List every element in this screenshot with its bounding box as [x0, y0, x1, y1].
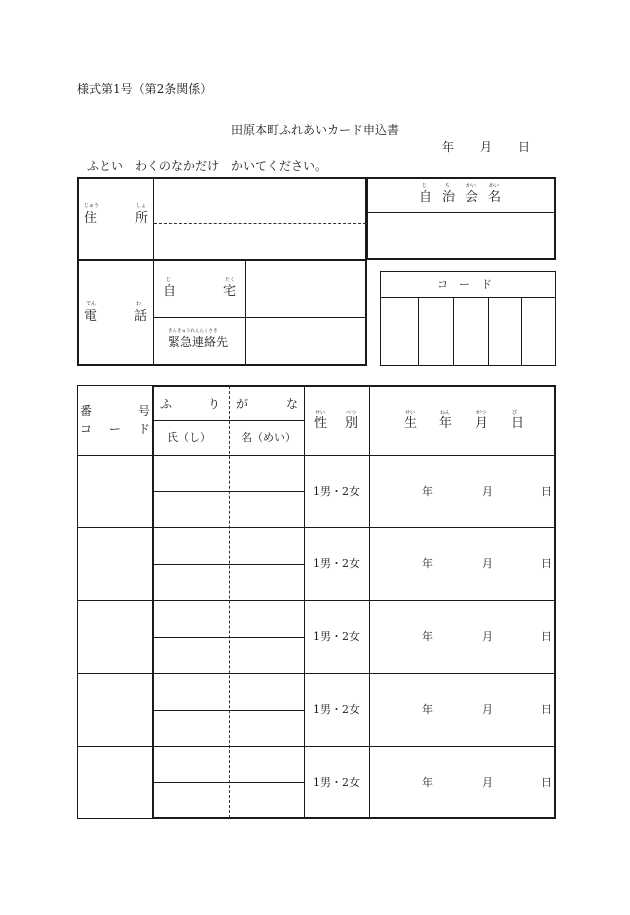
gender-options[interactable]: 1男・2女	[313, 630, 360, 643]
address-label: じゅう しょ 住 所	[84, 203, 149, 226]
given-name-field[interactable]	[231, 565, 303, 598]
member-code-field[interactable]	[79, 674, 151, 744]
code-digit-2[interactable]	[420, 299, 452, 364]
code-digit-4[interactable]	[490, 299, 520, 364]
given-name-furigana-field[interactable]	[231, 456, 303, 490]
code-digit-3[interactable]	[455, 299, 487, 364]
surname-furigana-field[interactable]	[155, 674, 227, 708]
given-name-header: 名（めい）	[241, 431, 296, 444]
birth-month-label: 月	[482, 630, 493, 643]
surname-field[interactable]	[155, 493, 227, 526]
association-field[interactable]	[369, 214, 553, 257]
code-box-label: コ ー ド	[437, 278, 492, 291]
association-label: じ ち かい めい 自 治 会 名	[419, 183, 502, 205]
birth-year-label: 年	[422, 630, 433, 643]
member-code-field[interactable]	[79, 456, 151, 526]
member-code-field[interactable]	[79, 528, 151, 598]
birth-day-label: 日	[541, 703, 552, 716]
emergency-contact-label: きんきゅうれんらくさき 緊急連絡先	[168, 329, 229, 349]
surname-header: 氏（し）	[167, 431, 211, 444]
surname-field[interactable]	[155, 711, 227, 744]
code-digit-5[interactable]	[523, 299, 555, 364]
birth-day-label: 日	[541, 776, 552, 789]
birth-month-label: 月	[482, 557, 493, 570]
form-title: 田原本町ふれあいカード申込書	[231, 123, 400, 137]
gender-options[interactable]: 1男・2女	[313, 776, 360, 789]
given-name-furigana-field[interactable]	[231, 528, 303, 562]
birth-month-label: 月	[482, 485, 493, 498]
home-phone-field[interactable]	[247, 262, 365, 315]
phone-label: でん わ 電 話	[84, 301, 148, 324]
member-code-field[interactable]	[79, 601, 151, 671]
instruction: ふとい わくのなかだけ かいてください。	[87, 159, 328, 173]
given-name-furigana-field[interactable]	[231, 747, 303, 781]
gender-options[interactable]: 1男・2女	[313, 557, 360, 570]
date-year: 年	[442, 140, 455, 154]
home-phone-label: じ たく 自 宅	[163, 277, 237, 299]
form-number: 様式第1号（第2条関係）	[77, 82, 213, 96]
given-name-field[interactable]	[231, 493, 303, 526]
gender-options[interactable]: 1男・2女	[313, 485, 360, 498]
given-name-field[interactable]	[231, 784, 303, 817]
address-field-line2[interactable]	[155, 225, 365, 258]
birthdate-header: せい ねん がつ ぴ 生 年 月 日	[404, 410, 525, 431]
date-day: 日	[518, 140, 531, 154]
code-digit-1[interactable]	[382, 299, 417, 364]
address-field[interactable]	[155, 179, 365, 222]
date-month: 月	[480, 140, 493, 154]
given-name-field[interactable]	[231, 711, 303, 744]
given-name-field[interactable]	[231, 638, 303, 671]
surname-field[interactable]	[155, 784, 227, 817]
gender-options[interactable]: 1男・2女	[313, 703, 360, 716]
surname-furigana-field[interactable]	[155, 747, 227, 781]
birth-month-label: 月	[482, 776, 493, 789]
date-line	[442, 141, 542, 155]
given-name-furigana-field[interactable]	[231, 601, 303, 635]
surname-furigana-field[interactable]	[155, 528, 227, 562]
number-code-header: 番 号 コ ー ド	[80, 404, 151, 436]
birth-day-label: 日	[541, 630, 552, 643]
birth-year-label: 年	[422, 485, 433, 498]
member-code-field[interactable]	[79, 747, 151, 817]
birth-month-label: 月	[482, 703, 493, 716]
birth-day-label: 日	[541, 557, 552, 570]
surname-furigana-field[interactable]	[155, 601, 227, 635]
surname-field[interactable]	[155, 638, 227, 671]
surname-furigana-field[interactable]	[155, 456, 227, 490]
birth-year-label: 年	[422, 776, 433, 789]
furigana-header: ふ り が な	[160, 397, 299, 411]
birth-year-label: 年	[422, 703, 433, 716]
birth-day-label: 日	[541, 485, 552, 498]
birth-year-label: 年	[422, 557, 433, 570]
surname-field[interactable]	[155, 565, 227, 598]
gender-header: せい べつ 性 別	[314, 410, 359, 431]
emergency-contact-field[interactable]	[247, 319, 365, 364]
given-name-furigana-field[interactable]	[231, 674, 303, 708]
